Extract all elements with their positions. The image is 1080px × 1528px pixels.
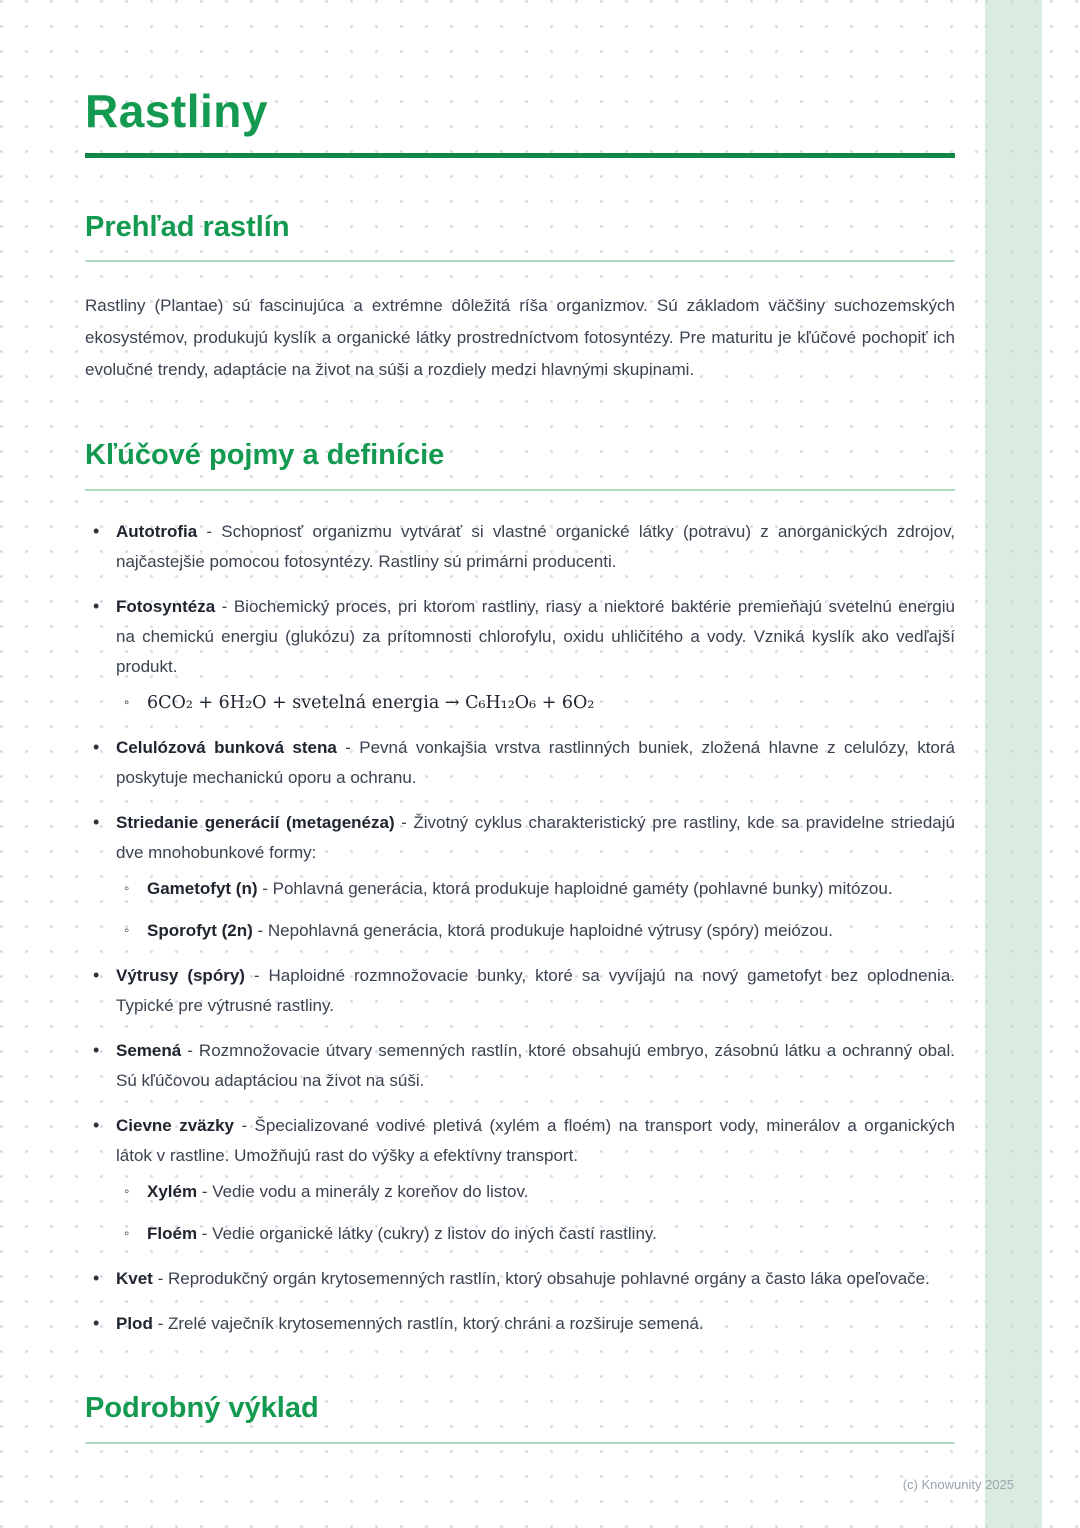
list-item [85, 808, 955, 946]
bullet-icon: • [93, 596, 100, 617]
sub-list-item [116, 916, 955, 946]
bullet-term: Semená [116, 1041, 182, 1061]
bullet-term: Plod [116, 1314, 153, 1334]
concept-list [85, 517, 955, 1339]
sub-bullet-term: Gametofyt (n) [147, 879, 258, 899]
circle-bullet-icon: ◦ [124, 1183, 130, 1201]
bullet-term: Cievne zväzky [116, 1116, 235, 1136]
copyright-note: (c) Knowunity 2025 [902, 1477, 1014, 1492]
bullet-term: Fotosyntéza [116, 597, 216, 617]
sub-list [116, 874, 955, 946]
circle-bullet-icon: ◦ [124, 922, 130, 940]
bullet-text: - Reprodukčný orgán krytosemenných rastlín, ktorý obsahuje pohlavné orgány a často láka opeľovače. [152, 1269, 930, 1289]
section-heading-detail: Podrobný výklad [85, 1391, 955, 1444]
list-item [85, 961, 955, 1021]
sub-bullet-text: - Nepohlavná generácia, ktorá produkuje haploidné výtrusy (spóry) meiózou. [252, 921, 833, 941]
sub-list-item [116, 1219, 955, 1249]
title-divider [85, 153, 955, 158]
bullet-icon: • [93, 1115, 100, 1136]
sub-list [116, 1177, 955, 1249]
bullet-text: - Zrelé vaječník krytosemenných rastlín, ktorý chráni a rozširuje semená. [152, 1314, 704, 1334]
page-title: Rastliny [85, 85, 268, 137]
sub-bullet-term: Floém [147, 1224, 198, 1244]
circle-bullet-icon: ◦ [124, 880, 130, 898]
list-item [85, 1264, 955, 1294]
sub-bullet-term: Xylém [147, 1182, 198, 1202]
circle-bullet-icon: ◦ [124, 1225, 130, 1243]
list-item [85, 517, 955, 577]
sub-bullet-term: Sporofyt (2n) [147, 921, 253, 941]
bullet-text: - Špecializované vodivé pletivá (xylém a floém) na transport vody, minerálov a organických látok v rastline. Umožňujú rast do výšky a efektívny transport. [116, 1116, 955, 1166]
bullet-icon: • [93, 737, 100, 758]
list-item [85, 1309, 955, 1339]
bullet-icon: • [93, 521, 100, 542]
bullet-text: - Pevná vonkajšia vrstva rastlinných buniek, zložená hlavne z celulózy, ktorá poskytuje mechanickú oporu a ochranu. [116, 738, 955, 788]
circle-bullet-icon: ◦ [124, 694, 130, 712]
bullet-term: Striedanie generácií (metagenéza) [116, 813, 395, 833]
bullet-text: - Rozmnožovacie útvary semenných rastlín, ktoré obsahujú embryo, zásobnú látku a ochranný obal. Sú kľúčovou adaptáciou na život na súši. [116, 1041, 955, 1091]
section-heading-concepts: Kľúčové pojmy a definície [85, 438, 955, 491]
sub-list-item [116, 688, 955, 718]
sub-bullet-text: - Vedie organické látky (cukry) z listov do iných častí rastliny. [197, 1224, 657, 1244]
bullet-icon: • [93, 965, 100, 986]
bullet-term: Celulózová bunková stena [116, 738, 337, 758]
list-item [85, 733, 955, 793]
bullet-term: Autotrofia [116, 522, 198, 542]
overview-paragraph: Rastliny (Plantae) sú fascinujúca a extrémne dôležitá ríša organizmov. Sú základom väčšiny suchozemských ekosystémov, produkujú kyslík a organické látky prostredníctvom fotosyntézy. Pre maturitu je kľúčové pochopiť ich evolučné trendy, adaptácie na život na súši a rozdiely medzi hlavnými skupinami. [85, 296, 955, 380]
list-item [85, 1111, 955, 1249]
list-item [85, 1036, 955, 1096]
section-heading-overview: Prehľad rastlín [85, 210, 955, 263]
chemical-equation: 6CO₂ + 6H₂O + svetelná energia → C₆H₁₂O₆ + 6O₂ [147, 693, 595, 714]
sub-list-item [116, 1177, 955, 1207]
bullet-text: - Životný cyklus charakteristický pre rastliny, kde sa pravidelne striedajú dve mnohobunkové formy: [116, 813, 955, 863]
bullet-text: - Schopnosť organizmu vytvárať si vlastné organické látky (potravu) z anorganických zdrojov, najčastejšie pomocou fotosyntézy. Rastliny sú primárni producenti. [116, 522, 955, 572]
bullet-text: - Biochemický proces, pri ktorom rastliny, riasy a niektoré baktérie premieňajú svetelnú energiu na chemickú energiu (glukózu) za prítomnosti chlorofylu, oxidu uhličitého a vody. Vzniká kyslík ako vedľajší produkt. [116, 597, 955, 677]
sub-list-item [116, 874, 955, 904]
bullet-icon: • [93, 1040, 100, 1061]
bullet-text: - Haploidné rozmnožovacie bunky, ktoré sa vyvíjajú na nový gametofyt bez oplodnenia. Typické pre výtrusné rastliny. [116, 966, 955, 1016]
sub-bullet-text: - Vedie vodu a minerály z koreňov do listov. [197, 1182, 529, 1202]
bullet-term: Kvet [116, 1269, 153, 1289]
bullet-icon: • [93, 812, 100, 833]
list-item [85, 592, 955, 718]
sub-bullet-text: - Pohlavná generácia, ktorá produkuje haploidné gaméty (pohlavné bunky) mitózou. [257, 879, 893, 899]
sub-list [116, 688, 955, 718]
bullet-icon: • [93, 1268, 100, 1289]
bullet-icon: • [93, 1313, 100, 1334]
bullet-term: Výtrusy (spóry) [116, 966, 245, 986]
